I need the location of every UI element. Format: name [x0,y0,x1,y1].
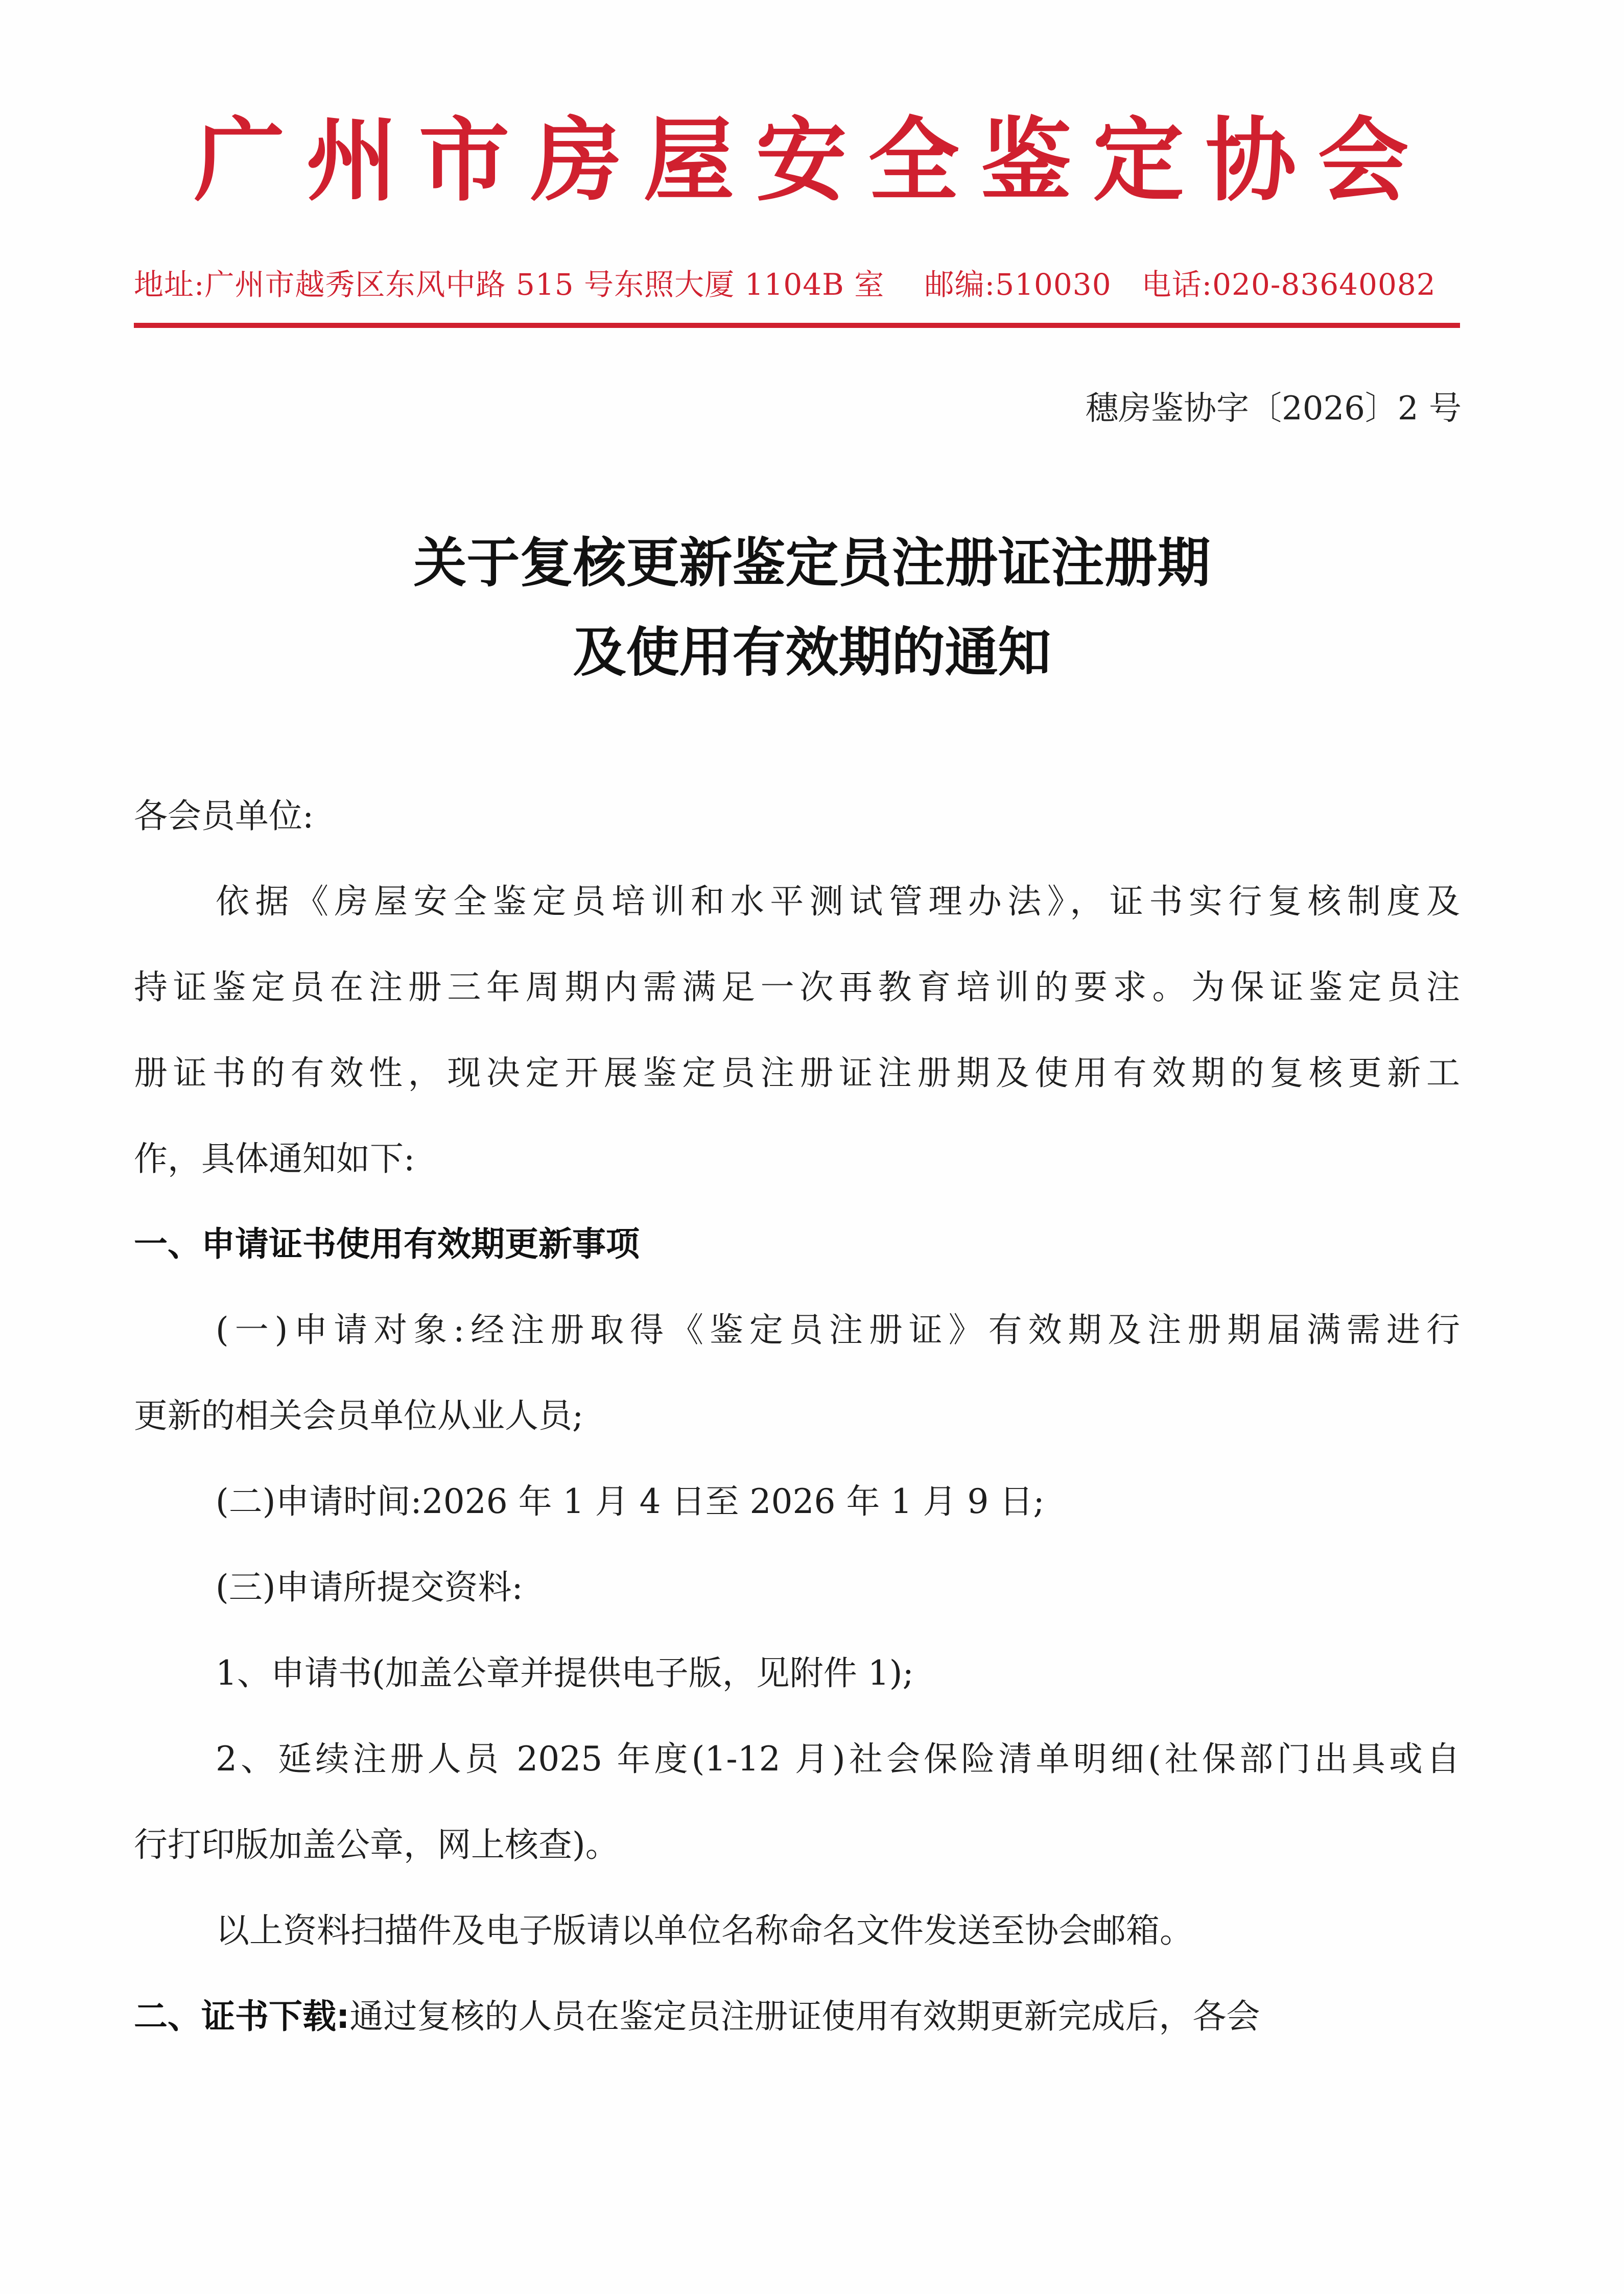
section-1-item-3: (三)申请所提交资料: [216,1568,523,1607]
intro-line-2: 持证鉴定员在注册三年周期内需满足一次再教育培训的要求。为保证鉴定员注 [134,967,1460,1007]
section-1-sub-1: 1、申请书(加盖公章并提供电子版，见附件 1); [216,1653,914,1693]
document-title-line1: 关于复核更新鉴定员注册证注册期 [413,531,1211,594]
document-number: 穗房鉴协字〔2026〕2 号 [1086,390,1462,428]
salutation: 各会员单位: [134,796,314,836]
letterhead-address: 地址:广州市越秀区东风中路 515 号东照大厦 1104B 室 邮编:510030 电话:020-83640082 [134,267,1436,302]
section-1-item-1-line-2: 更新的相关会员单位从业人员; [134,1396,584,1435]
intro-line-4: 作，具体通知如下: [134,1139,415,1178]
section-1-sub-2-line-2: 行打印版加盖公章，网上核查)。 [134,1825,619,1864]
document-title-line2: 及使用有效期的通知 [573,621,1051,683]
section-2-heading: 二、证书下载: [134,1997,350,2036]
section-1-sub-2-line-1: 2、延续注册人员 2025 年度(1-12 月)社会保险清单明细(社保部门出具或自 [216,1739,1460,1779]
intro-line-3: 册证书的有效性，现决定开展鉴定员注册证注册期及使用有效期的复核更新工 [134,1053,1460,1093]
letterhead-org-name: 广州市房屋安全鉴定协会 [194,107,1430,214]
section-1-item-2: (二)申请时间:2026 年 1 月 4 日至 2026 年 1 月 9 日; [216,1482,1045,1521]
section-1-heading: 一、申请证书使用有效期更新事项 [134,1224,640,1264]
intro-line-1: 依据《房屋安全鉴定员培训和水平测试管理办法》，证书实行复核制度及 [216,882,1460,921]
section-1-note: 以上资料扫描件及电子版请以单位名称命名文件发送至协会邮箱。 [216,1911,1193,1950]
section-2-paragraph [134,1997,1460,2036]
letterhead-divider [134,323,1460,328]
section-1-item-1-line-1: (一)申请对象:经注册取得《鉴定员注册证》有效期及注册期届满需进行 [216,1310,1460,1350]
section-2-text: 通过复核的人员在鉴定员注册证使用有效期更新完成后，各会 [349,1997,1260,2036]
